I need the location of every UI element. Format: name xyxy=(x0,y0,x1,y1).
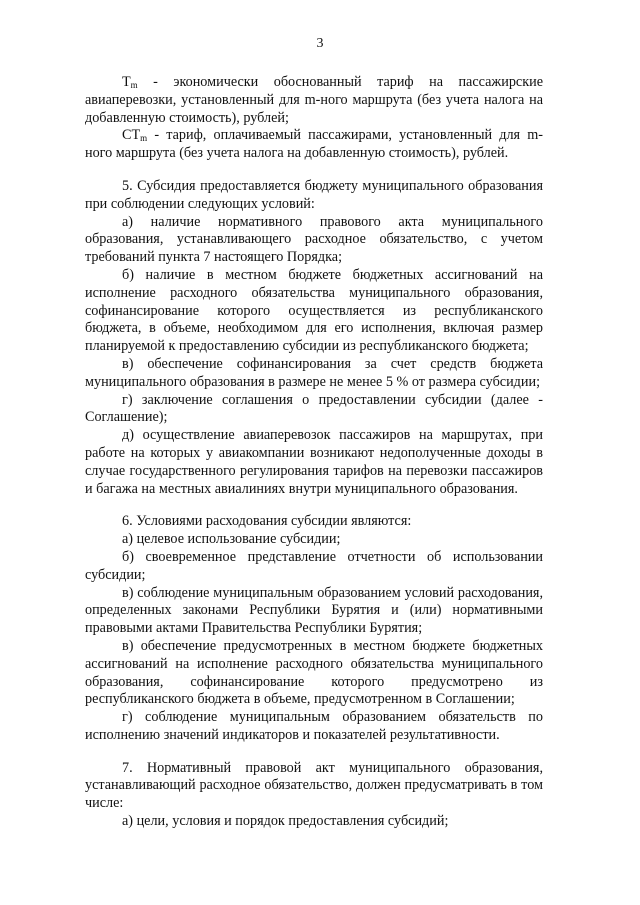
symbol: СТ xyxy=(122,127,141,144)
paragraph-6v-2: в) обеспечение предусмотренных в местном бюджете бюджетных ассигнований на исполнение расходного обязательства муниципального образования, софинансирование которого предусмотрено из республиканского бюджета в объеме, предусмотренном в Соглашении; xyxy=(85,637,543,708)
paragraph-passenger-tariff xyxy=(85,127,543,163)
paragraph-6v: в) соблюдение муниципальным образованием условий расходования, определенных законами Республики Бурятия и (или) нормативными правовыми актами Правительства Республики Бурятия; xyxy=(85,584,543,637)
paragraph-section-5: 5. Субсидия предоставляется бюджету муниципального образования при соблюдении следующих условий: xyxy=(85,177,543,212)
paragraph-6g: г) соблюдение муниципальным образованием обязательств по исполнению значений индикаторов и показателей результативности. xyxy=(85,709,543,743)
document-body xyxy=(85,74,543,831)
paragraph-5v: в) обеспечение софинансирования за счет средств бюджета муниципального образования в размере не менее 5 % от размера субсидии; xyxy=(85,355,543,390)
paragraph-6b: б) своевременное представление отчетности об использовании субсидии; xyxy=(85,548,543,583)
page-number: 3 xyxy=(316,36,324,51)
paragraph-5a: а) наличие нормативного правового акта муниципального образования, устанавливающего расходное обязательство, с учетом требований пункта 7 настоящего Порядка; xyxy=(85,213,543,266)
paragraph-section-6: 6. Условиями расходования субсидии являются: xyxy=(122,513,412,530)
paragraph-5g: г) заключение соглашения о предоставлении субсидии (далее - Соглашение); xyxy=(85,391,543,426)
symbol-subscript: m xyxy=(130,80,138,90)
paragraph-tariff-definition xyxy=(85,74,543,127)
paragraph-7a: а) цели, условия и порядок предоставления субсидий; xyxy=(122,813,449,830)
paragraph-text: - экономически обоснованный тариф на пассажирские авиаперевозки, установленный для m-ного маршрута (без учета налога на добавленную стоимость), рублей; xyxy=(85,74,543,126)
paragraph-section-7: 7. Нормативный правовой акт муниципального образования, устанавливающий расходное обязательство, должен предусматривать в том числе: xyxy=(85,759,543,812)
symbol: Т xyxy=(122,74,131,90)
symbol-subscript: m xyxy=(140,133,148,144)
paragraph-5b: б) наличие в местном бюджете бюджетных ассигнований на исполнение расходного обязательства муниципального образования, софинансирование которого осуществляется из республиканского бюджета, в объеме, необходимом для его исполнения, включая размер планируемой к предоставлению субсидии из республиканского бюджета; xyxy=(85,266,543,355)
paragraph-6a: а) целевое использование субсидии; xyxy=(122,531,341,548)
paragraph-text: - тариф, оплачиваемый пассажирами, установленный для m-ного маршрута (без учета налога на добавленную стоимость), рублей. xyxy=(85,127,543,162)
paragraph-5d: д) осуществление авиаперевозок пассажиров на маршрутах, при работе на которых у авиакомпании возникают недополученные доходы в случае государственного регулирования тарифов на перевозки пассажиров и багажа на местных авиалиниях внутри муниципального образования. xyxy=(85,427,543,497)
